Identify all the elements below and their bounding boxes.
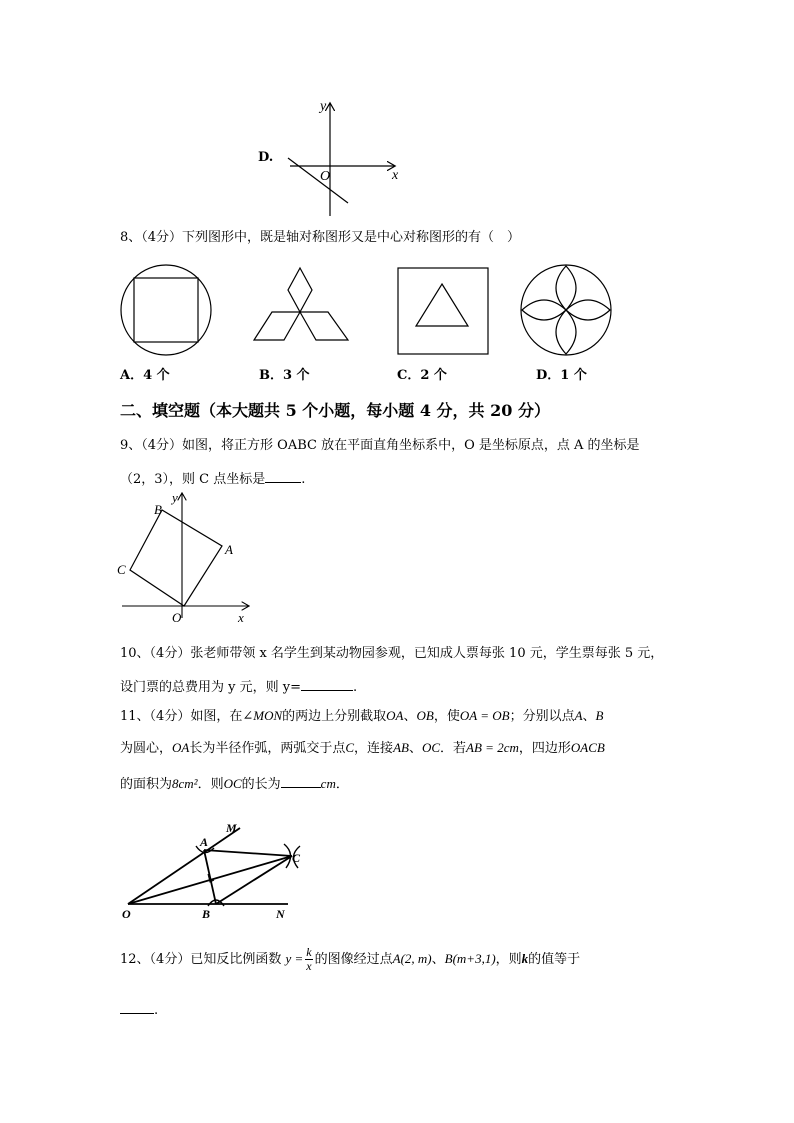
q7-option-d-graph <box>282 96 406 220</box>
q11-line3: 的面积为8cm²．则OC的长为 cm． <box>120 776 349 792</box>
q9-line2: （2，3），则 C 点坐标是 . <box>120 469 305 488</box>
y-axis-label: y <box>320 99 327 114</box>
x-axis-label: x <box>392 168 399 183</box>
label-a: A <box>225 542 233 557</box>
label-o: O <box>172 610 182 625</box>
label-a: A <box>200 835 209 849</box>
label-y: y <box>172 490 178 505</box>
q10-line1: 10、（4分）张老师带领 x 名学生到某动物园参观，已知成人票每张 10 元，学生票每张 5 元， <box>120 646 664 661</box>
q8-figure-square-triangle <box>396 266 492 358</box>
q9-line1: 9、（4分）如图，将正方形 OABC 放在平面直角坐标系中，O 是坐标原点，点 A 的坐标是 <box>120 438 640 453</box>
label-b: B <box>154 502 162 517</box>
q8-option-a: A．4 个 <box>120 368 170 383</box>
q8-option-c: C．2 个 <box>397 368 447 383</box>
q10-line2: 设门票的总费用为 y 元，则 y= . <box>120 677 357 696</box>
q10-answer-blank[interactable] <box>301 677 353 691</box>
origin-label: O <box>320 169 331 184</box>
q11-answer-blank[interactable] <box>281 774 321 788</box>
segment-ab <box>204 850 216 904</box>
q12-answer-blank[interactable] <box>120 1000 154 1014</box>
q9-answer-blank[interactable] <box>265 469 301 483</box>
q8-figure-three-rhombus <box>248 264 354 348</box>
graph-line <box>288 158 348 203</box>
q11-line2: 为圆心，OA长为半径作弧，两弧交于点C，连接AB、OC．若AB = 2cm，四边形OACB <box>120 740 605 756</box>
label-b: B <box>202 907 211 920</box>
q12-line2: . <box>120 1000 158 1019</box>
q8-stem: 8、（4分）下列图形中，既是轴对称图形又是中心对称图形的有（ ） <box>120 230 521 245</box>
label-c: C <box>292 851 301 865</box>
q9-figure <box>112 488 262 628</box>
label-x: x <box>238 610 244 625</box>
q12-line1: 12、（4分）已知反比例函数 y = $\frac{k}{x}$ 的图像经过点A(2, m)、B(m+3,1)，则k的值等于 <box>120 945 581 973</box>
square-oabc <box>130 510 222 606</box>
label-m: M <box>226 821 237 835</box>
q8-figure-circle-square <box>118 262 214 358</box>
fraction-k-over-x: $\frac{k}{x}$ <box>306 945 312 973</box>
ray-om <box>128 828 240 904</box>
label-n: N <box>276 907 285 920</box>
q8-figure-circle-petals <box>518 262 614 358</box>
q11-line1: 11、（4分）如图，在∠MON的两边上分别截取OA、OB，使OA = OB；分别以点A、B <box>120 708 604 724</box>
q8-option-b: B．3 个 <box>259 368 310 383</box>
q11-figure <box>116 818 308 920</box>
q8-option-d: D．1 个 <box>536 368 587 383</box>
q7-option-d-label: D. <box>258 150 274 165</box>
label-o: O <box>122 907 131 920</box>
section-heading: 二、填空题（本大题共 5 个小题，每小题 4 分，共 20 分） <box>120 401 550 420</box>
label-c: C <box>117 562 126 577</box>
